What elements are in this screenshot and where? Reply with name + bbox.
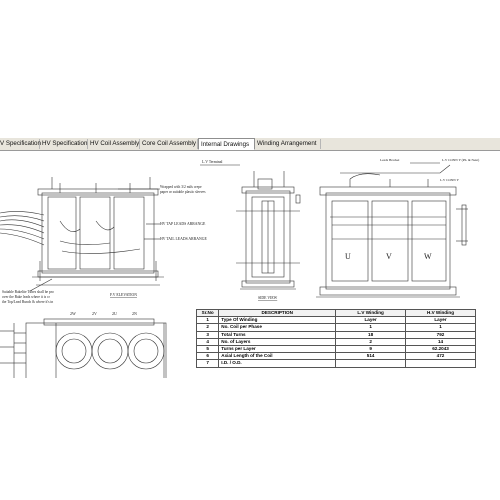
cell-description: No. Coil per Phase [219,324,336,331]
label-side-view: SIDE VIEW [258,296,278,300]
winding-table-container [196,309,478,370]
cell-srno: 5 [197,345,219,352]
cell-description: Axial Length of the Coil [219,353,336,360]
cell-lv: 1 [336,324,406,331]
front-elevation-drawing [0,177,164,291]
callout-tap-leads: HV TAP LEADS ARRANGE [160,222,206,226]
cell-description: No. of Layers [219,338,336,345]
cell-srno: 1 [197,317,219,324]
cell-srno: 2 [197,324,219,331]
winding-table [196,309,476,368]
cell-description: I.D. / O.D. [219,360,336,367]
label-leads-bracket: Leads Bracket [380,158,400,162]
label-lv-terminal: L.V Terminal [202,160,223,164]
cell-lv: 2 [336,338,406,345]
cell-srno: 7 [197,360,219,367]
cell-description: Total Turns [219,331,336,338]
cell-srno: 3 [197,331,219,338]
cell-lv: 514 [336,353,406,360]
label-lv-conn2: L.V CONN Y [440,178,459,182]
tab-internal-drawings[interactable]: Internal Drawings [198,138,255,150]
plan-label-2u: 2U [112,311,117,316]
phase-label-v: V [386,252,392,261]
cell-hv: 792 [406,331,476,338]
label-lv-conn: L.V CONN Y (Ph. & Neut) [442,158,480,162]
plan-label-2n: 2N [132,311,137,316]
tab-lv-specification[interactable]: V Specification [0,140,41,147]
callout-wrapped: Wrapped with 3/2 mils crepe paper or suitable plastic sleeves [160,185,206,194]
cell-srno: 6 [197,353,219,360]
cell-description: Type Of Winding [219,317,336,324]
side-view-drawing [200,165,300,289]
header-lv-winding: L.V Winding [336,310,406,317]
cell-description: Turns per Layer [219,345,336,352]
cell-hv: 14 [406,338,476,345]
header-hv-winding: H.V Winding [406,310,476,317]
cell-hv: Layer [406,317,476,324]
table-row [197,317,476,324]
table-row [197,324,476,331]
table-row [197,331,476,338]
label-front-elevation: F.V ELEVATION [110,293,137,297]
plan-view-drawing [0,319,166,378]
cell-lv: Layer [336,317,406,324]
cell-lv: 18 [336,331,406,338]
tab-winding-arrangement[interactable]: Winding Arrangement [255,139,321,149]
cell-hv: 1 [406,324,476,331]
cell-lv: 9 [336,345,406,352]
tab-hv-coil-assembly[interactable]: HV Coil Assembly [90,140,140,147]
tab-strip [0,138,500,151]
phase-label-w: W [424,252,432,261]
phase-label-u: U [345,252,351,261]
lv-elevation-drawing [316,163,468,297]
table-header-row [197,310,476,317]
cell-lv [336,360,406,367]
cell-hv: 62.2043 [406,345,476,352]
tab-hv-specification[interactable]: HV Specification [42,140,88,147]
callout-bottom-note: Suitable Bakelite Tubes shall be pro over the Bake leads where it is cr the Top/Lead Bunch & where it's in [2,290,54,304]
callout-tail-leads: HV TAIL LEADS ARRANGE [160,237,207,241]
cell-hv [406,360,476,367]
header-srno: Sr.No [197,310,219,317]
plan-label-2w: 2W [70,311,76,316]
cell-hv: 472 [406,353,476,360]
table-row [197,353,476,360]
application-window [0,138,500,378]
plan-label-2v: 2V [92,311,97,316]
cell-srno: 4 [197,338,219,345]
tab-core-coil-assembly[interactable]: Core Coil Assembly [142,140,196,147]
table-row [197,338,476,345]
table-row [197,360,476,367]
table-row [197,345,476,352]
header-description: DESCRIPTION [219,310,336,317]
